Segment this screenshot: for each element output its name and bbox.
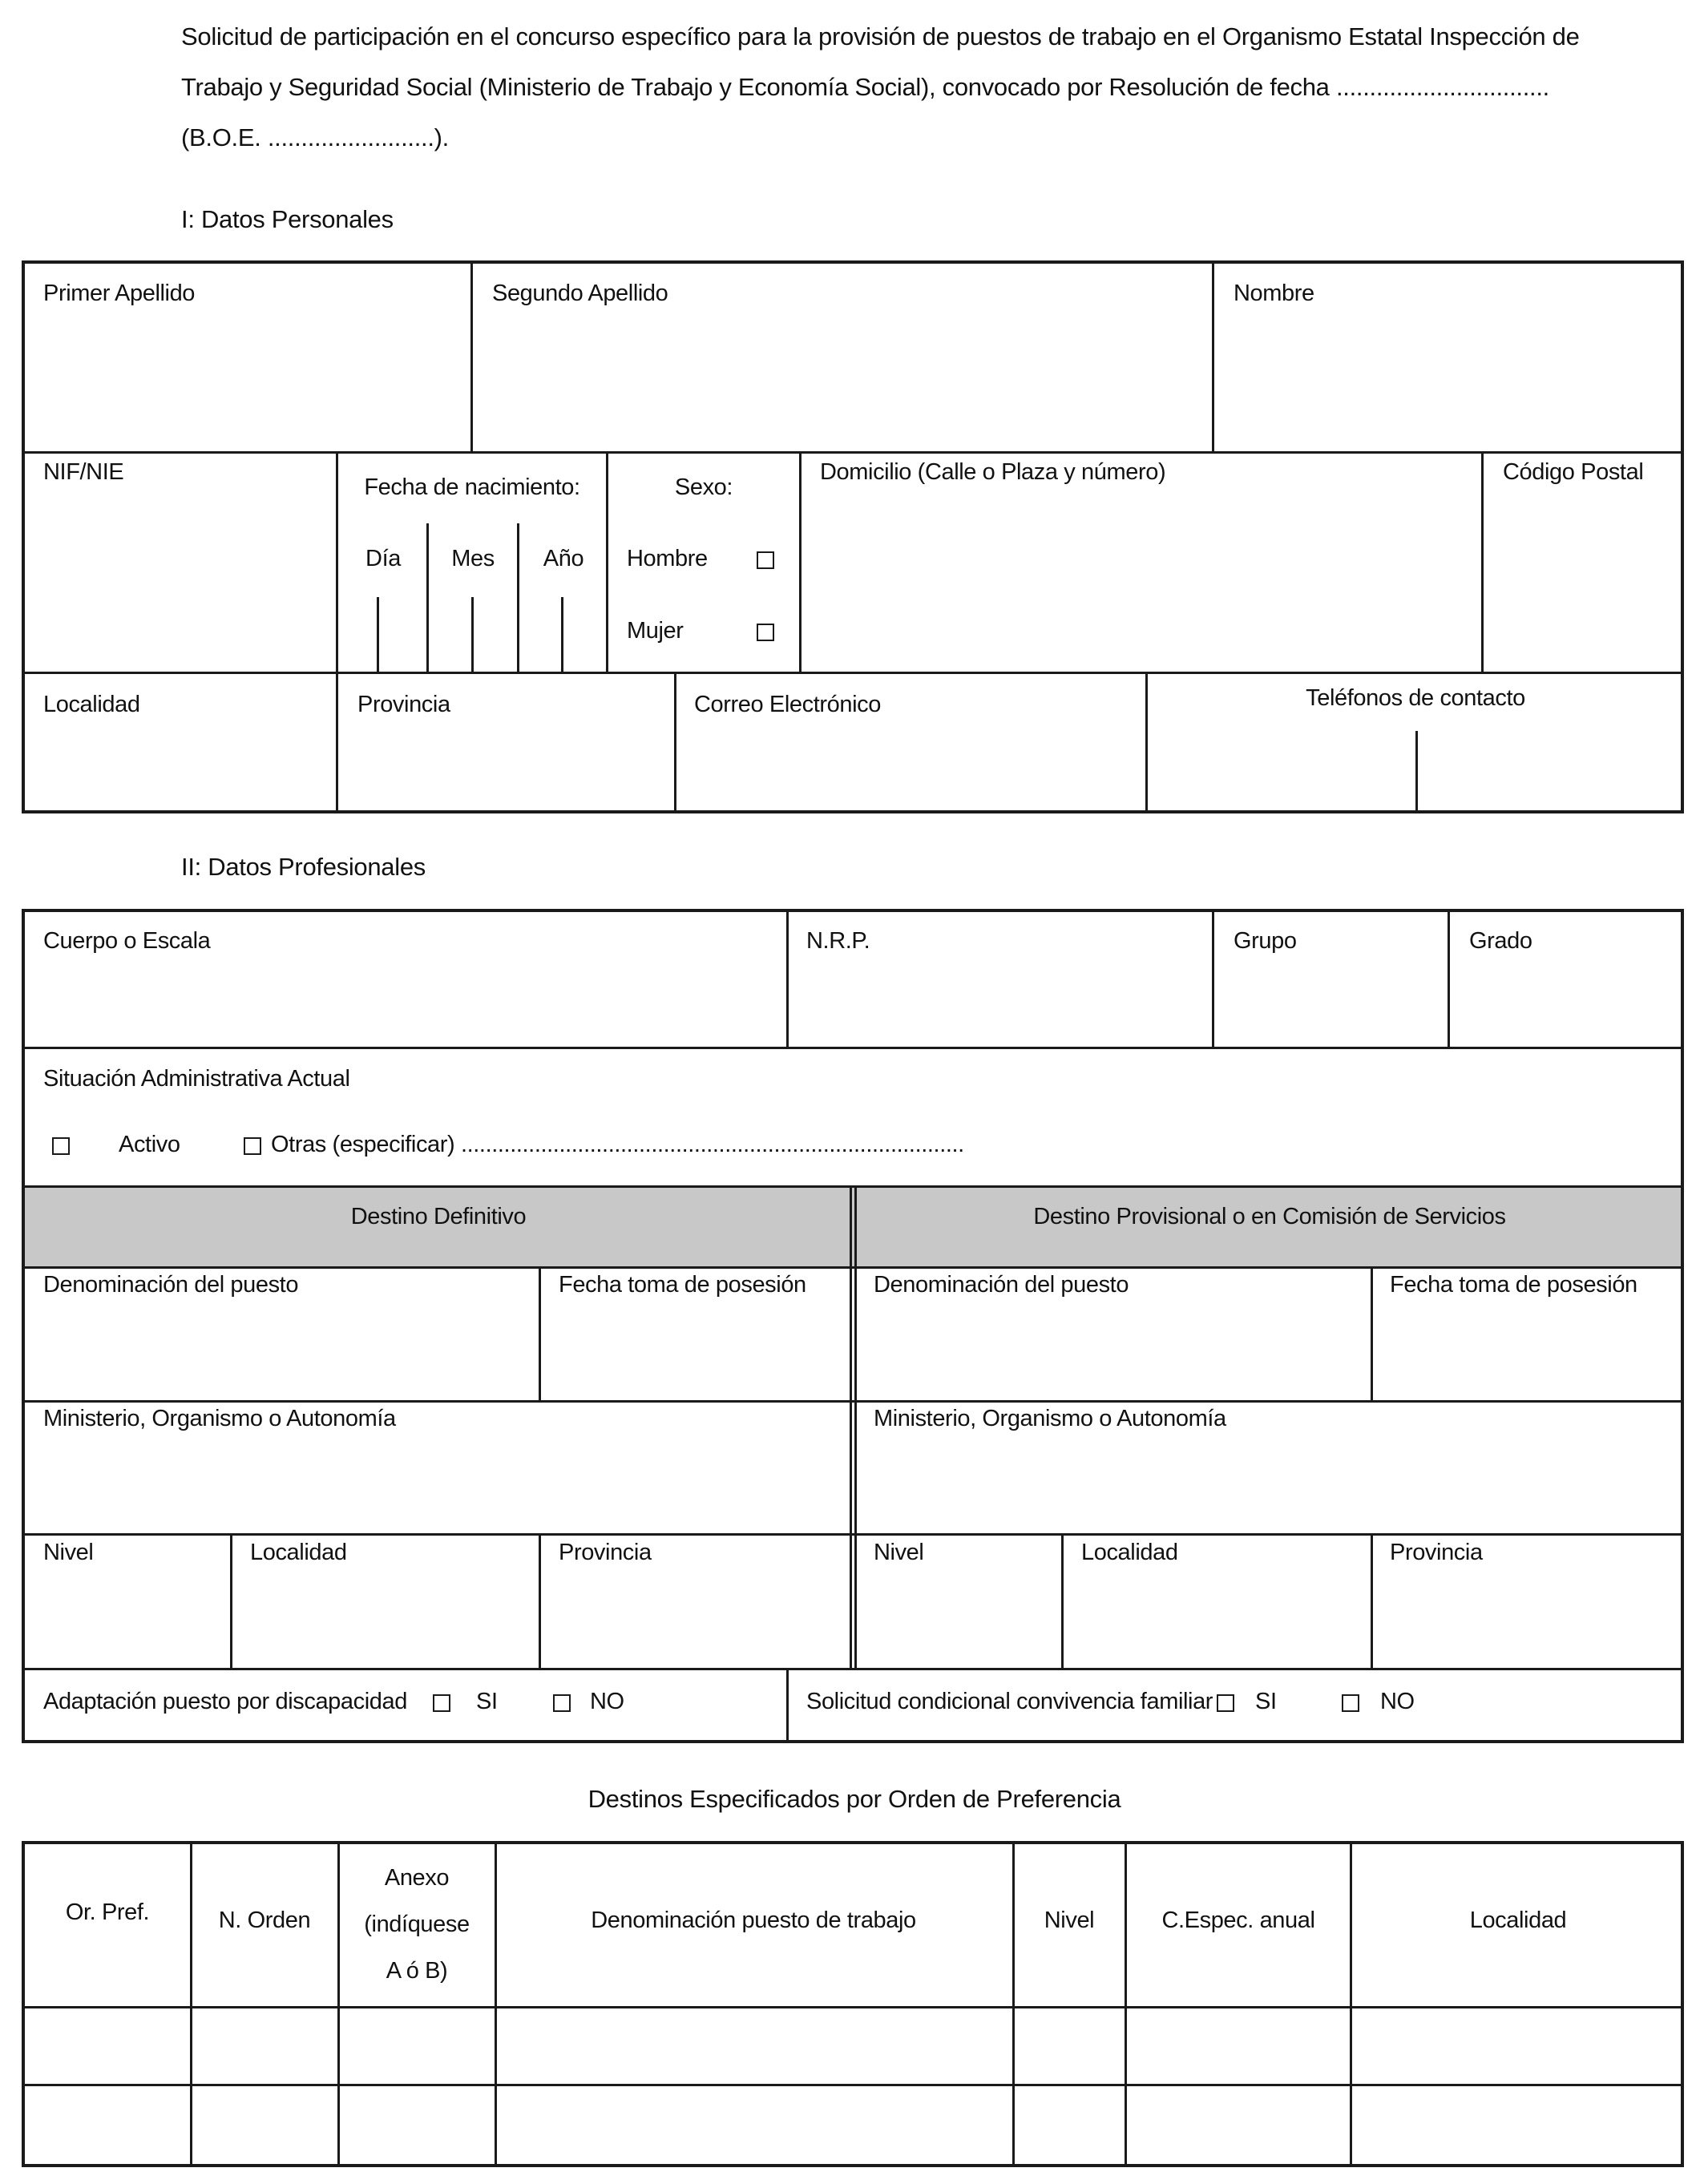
nombre-label: Nombre	[1234, 281, 1314, 306]
intro-line: (B.O.E. .........................).	[181, 123, 449, 151]
situacion-administrativa-label: Situación Administrativa Actual	[43, 1066, 350, 1092]
anio-label: Año	[543, 546, 584, 571]
intro-line: Solicitud de participación en el concurso específico para la provisión de puestos de trabajo en el Organismo Estatal Inspección de	[181, 22, 1580, 50]
nrp-label: N.R.P.	[806, 928, 870, 954]
solicitud-condicional-label: Solicitud condicional convivencia familiar	[806, 1689, 1213, 1714]
adaptacion-discapacidad-label: Adaptación puesto por discapacidad	[43, 1689, 407, 1714]
primer-apellido-label: Primer Apellido	[43, 281, 196, 306]
ministerio-label: Ministerio, Organismo o Autonomía	[874, 1406, 1226, 1431]
condicional-no-checkbox[interactable]	[1342, 1694, 1359, 1712]
localidad-label: Localidad	[1081, 1540, 1178, 1565]
provincia-label: Provincia	[357, 692, 450, 717]
denominacion-puesto-label: Denominación del puesto	[874, 1272, 1129, 1298]
destinos-table	[22, 1841, 1684, 2167]
domicilio-label: Domicilio (Calle o Plaza y número)	[820, 459, 1166, 485]
section-profesional-title: II: Datos Profesionales	[181, 853, 426, 881]
personal-data-table	[22, 260, 1684, 813]
segundo-apellido-label: Segundo Apellido	[492, 281, 668, 306]
destino-provisional-header: Destino Provisional o en Comisión de Servicios	[1033, 1204, 1506, 1229]
hombre-label: Hombre	[627, 546, 708, 571]
denominacion-puesto-label: Denominación del puesto	[43, 1272, 299, 1298]
fecha-toma-posesion-label: Fecha toma de posesión	[559, 1272, 806, 1298]
mujer-label: Mujer	[627, 618, 684, 644]
condicional-no-label: NO	[1380, 1689, 1415, 1714]
grado-label: Grado	[1469, 928, 1532, 954]
nivel-header: Nivel	[1044, 1907, 1095, 1933]
sexo-label: Sexo:	[674, 474, 733, 500]
localidad-label: Localidad	[43, 692, 140, 717]
activo-label: Activo	[119, 1132, 180, 1157]
condicional-si-label: SI	[1255, 1689, 1277, 1714]
adaptacion-si-label: SI	[476, 1689, 498, 1714]
provincia-label: Provincia	[559, 1540, 652, 1565]
correo-electronico-label: Correo Electrónico	[694, 692, 881, 717]
section-personal-title: I: Datos Personales	[181, 205, 394, 233]
nivel-label: Nivel	[43, 1540, 94, 1565]
or-pref-header: Or. Pref.	[65, 1899, 150, 1925]
mes-label: Mes	[451, 546, 495, 571]
nivel-label: Nivel	[874, 1540, 924, 1565]
destino-definitivo-header: Destino Definitivo	[350, 1204, 527, 1229]
condicional-si-checkbox[interactable]	[1217, 1694, 1234, 1712]
telefonos-contacto-label: Teléfonos de contacto	[1306, 685, 1525, 711]
cespec-anual-header: C.Espec. anual	[1161, 1907, 1315, 1933]
nif-nie-label: NIF/NIE	[43, 459, 124, 485]
anexo-header	[364, 1855, 469, 1994]
activo-checkbox[interactable]	[52, 1137, 70, 1155]
anexo-header-line: Anexo	[384, 1865, 450, 1891]
provincia-label: Provincia	[1390, 1540, 1483, 1565]
denominacion-puesto-header: Denominación puesto de trabajo	[591, 1907, 916, 1933]
localidad-label: Localidad	[250, 1540, 347, 1565]
fecha-toma-posesion-label: Fecha toma de posesión	[1390, 1272, 1637, 1298]
mujer-checkbox[interactable]	[757, 624, 774, 641]
adaptacion-no-checkbox[interactable]	[553, 1694, 571, 1712]
professional-data-table	[22, 909, 1684, 1743]
otras-especificar-label: Otras (especificar) ..................................................................................	[271, 1132, 964, 1157]
otras-checkbox[interactable]	[244, 1137, 261, 1155]
localidad-header: Localidad	[1469, 1907, 1567, 1933]
adaptacion-si-checkbox[interactable]	[433, 1694, 450, 1712]
cuerpo-escala-label: Cuerpo o Escala	[43, 928, 211, 954]
destinos-title: Destinos Especificados por Orden de Preferencia	[588, 1785, 1121, 1813]
intro-paragraph	[181, 11, 1580, 163]
n-orden-header: N. Orden	[218, 1907, 311, 1933]
anexo-header-line: (indíquese	[364, 1912, 470, 1937]
codigo-postal-label: Código Postal	[1503, 459, 1644, 485]
dia-label: Día	[365, 546, 401, 571]
ministerio-label: Ministerio, Organismo o Autonomía	[43, 1406, 396, 1431]
adaptacion-no-label: NO	[590, 1689, 624, 1714]
intro-line: Trabajo y Seguridad Social (Ministerio de Trabajo y Economía Social), convocado por Resolución de fecha ................................	[181, 73, 1549, 101]
hombre-checkbox[interactable]	[757, 551, 774, 569]
fecha-nacimiento-label: Fecha de nacimiento:	[364, 474, 580, 500]
grupo-label: Grupo	[1234, 928, 1297, 954]
anexo-header-line: A ó B)	[386, 1958, 448, 1984]
